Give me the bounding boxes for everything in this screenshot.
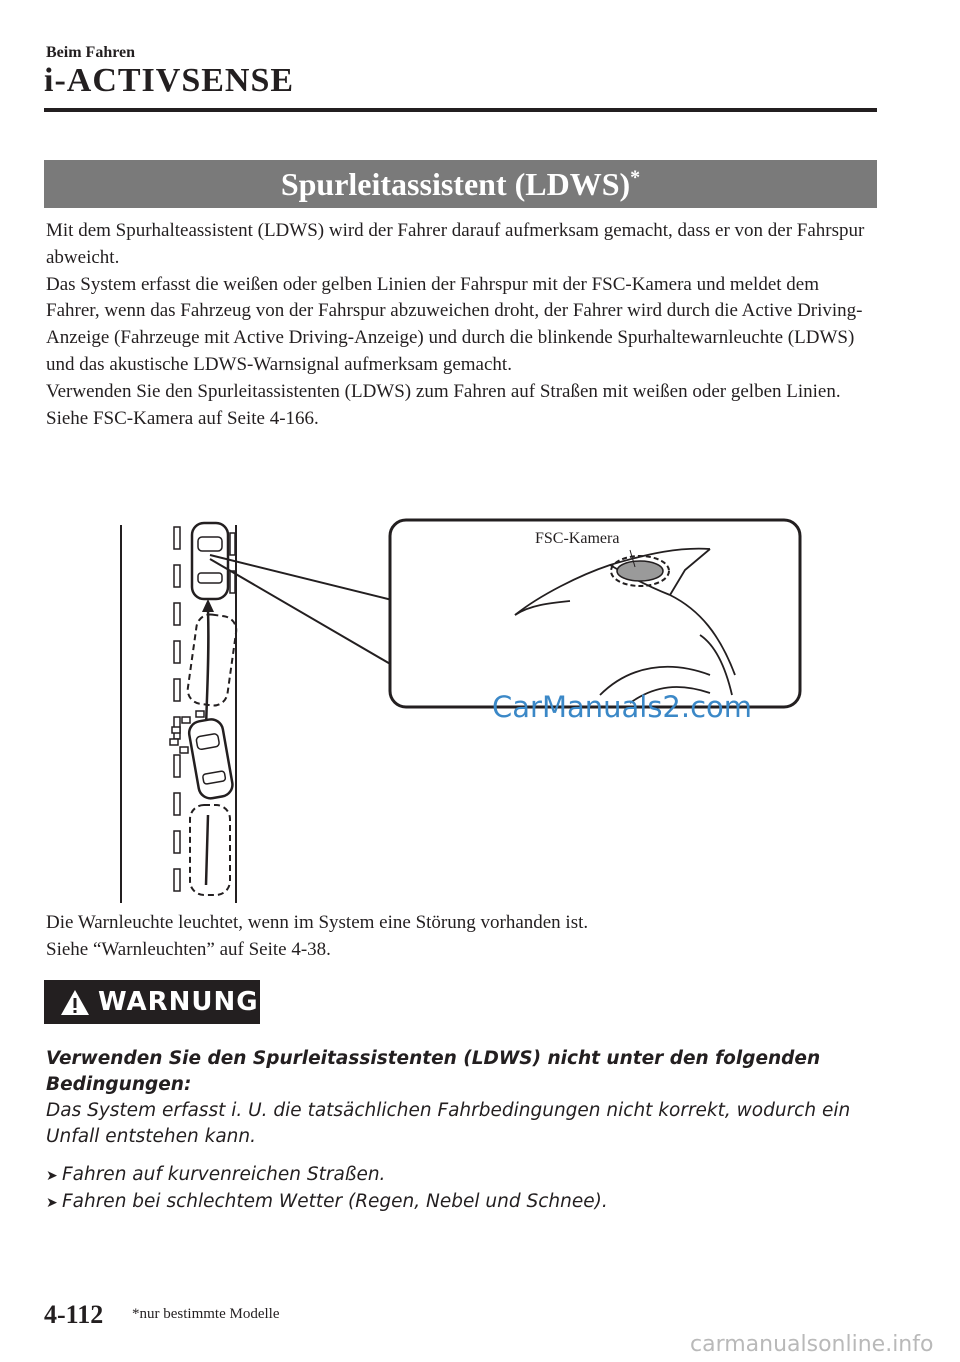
callout-box (390, 520, 800, 707)
warning-body: Das System erfasst i. U. die tatsächlichen Fahrbedingungen nicht korrekt, wodurch ein Unfall entstehen kann. (46, 1100, 851, 1147)
chapter-title: i-ACTIVSENSE (44, 62, 295, 99)
intro-paragraph: Das System erfasst die weißen oder gelben Linien der Fahrspur mit der FSC-Kamera und meldet dem Fahrer, wenn das Fahrzeug von der Fahrspur abzuweichen droht, der Fahrer wird durch die Active Driving-Anzeige (Fahrzeuge mit Active Driving-Anzeige) und durch die blinkende Spurhaltewarnleuchte (LDWS) und das akustische LDWS-Warnsignal aufmerksam gemacht. (46, 273, 863, 375)
bullet-text: Fahren auf kurvenreichen Straßen. (62, 1164, 386, 1185)
intro-text (46, 218, 866, 432)
warning-triangle-icon (60, 989, 90, 1016)
arrow-head (202, 599, 214, 612)
callout-line (210, 559, 392, 665)
section-title: Beim Fahren (46, 44, 136, 61)
intro-paragraph: Mit dem Spurhalteassistent (LDWS) wird der Fahrer darauf aufmerksam gemacht, dass er von der Fahrspur abweicht. (46, 220, 865, 268)
bullet-arrow-icon: ➤ (46, 1168, 58, 1184)
warning-heading: Verwenden Sie den Spurleitassistenten (LDWS) nicht unter den folgenden Bedingungen: (46, 1048, 821, 1095)
warning-text (46, 1046, 876, 1216)
bullet-text: Fahren bei schlechtem Wetter (Regen, Nebel und Schnee). (62, 1191, 608, 1212)
footer-watermark: carmanualsonline.info (690, 1332, 934, 1357)
header-rule (44, 108, 877, 112)
warning-bullet (46, 1189, 876, 1216)
bullet-arrow-icon: ➤ (46, 1195, 58, 1211)
intro-paragraph: Verwenden Sie den Spurleitassistenten (LDWS) zum Fahren auf Straßen mit weißen oder gelben Linien. (46, 380, 841, 402)
section-banner (44, 160, 877, 208)
banner-title: Spurleitassistent (LDWS) (280, 166, 631, 202)
warning-bullet (46, 1162, 876, 1189)
after-figure-paragraph: Siehe “Warnleuchten” auf Seite 4-38. (46, 938, 331, 960)
car-departing-icon (187, 717, 234, 800)
camera-highlight (617, 561, 663, 581)
callout-line (210, 555, 392, 600)
footnote-marker: * (630, 166, 641, 189)
warning-label: WARNUNG (98, 987, 259, 1017)
watermark: CarManuals2.com (492, 690, 753, 724)
warning-badge (44, 980, 260, 1024)
intro-paragraph: Siehe FSC-Kamera auf Seite 4-166. (46, 407, 319, 429)
after-figure-text (46, 910, 866, 964)
car-top-icon (192, 523, 228, 599)
after-figure-paragraph: Die Warnleuchte leuchtet, wenn im System eine Störung vorhanden ist. (46, 912, 589, 933)
footnote: *nur bestimmte Modelle (132, 1306, 280, 1322)
camera-label: FSC-Kamera (535, 530, 620, 547)
page-number: 4-112 (44, 1300, 104, 1329)
